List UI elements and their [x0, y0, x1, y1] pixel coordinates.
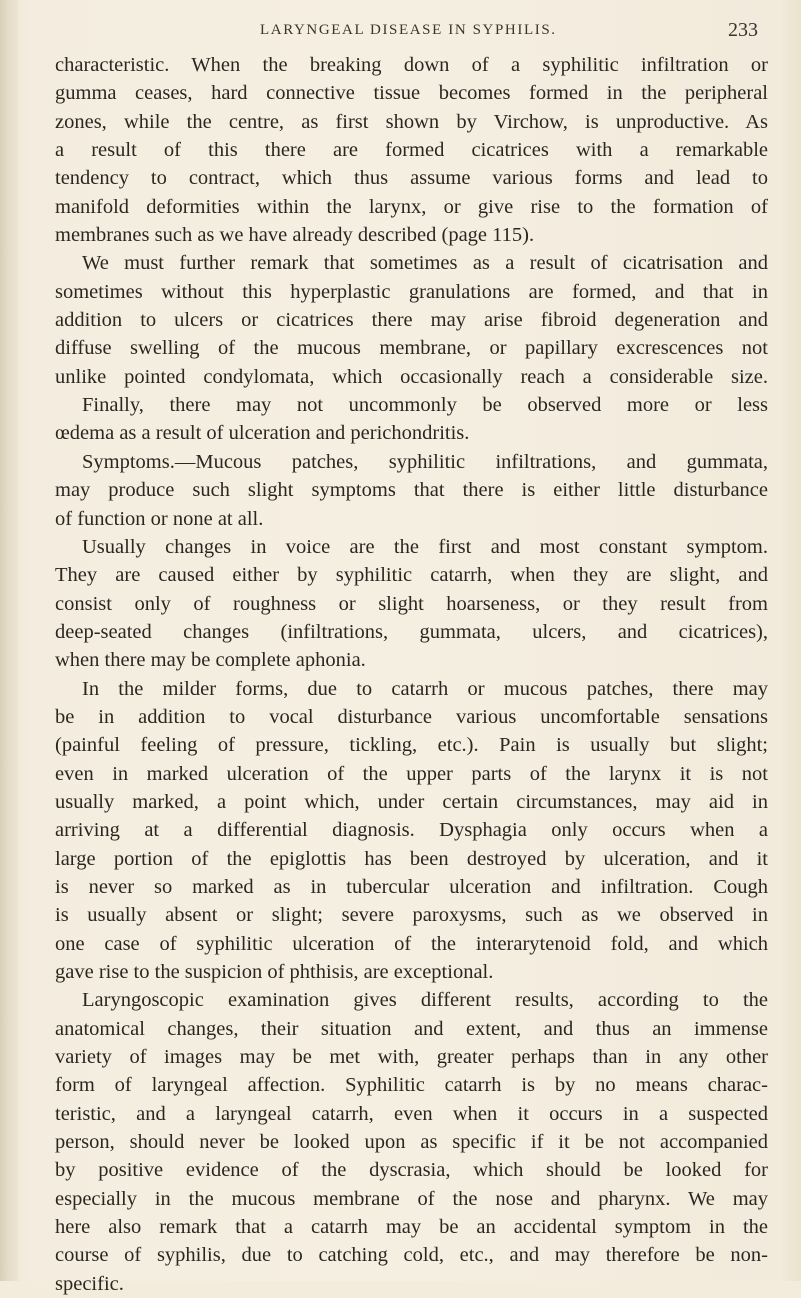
text-line: is never so marked as in tubercular ulceration and infiltration. Cough	[55, 875, 768, 898]
text-line: consist only of roughness or slight hoarseness, or they result from	[55, 592, 768, 615]
text-line: Usually changes in voice are the first and most constant symptom.	[82, 535, 768, 558]
text-line: is usually absent or slight; severe paroxysms, such as we observed in	[55, 904, 768, 927]
text-line: We must further remark that sometimes as a result of cicatrisation and	[82, 252, 768, 275]
text-line: when there may be complete aphonia.	[55, 649, 366, 672]
text-line: addition to ulcers or cicatrices there may arise fibroid degeneration and	[55, 309, 768, 332]
text-line: (painful feeling of pressure, tickling, etc.). Pain is usually but slight;	[55, 734, 768, 757]
text-line: They are caused either by syphilitic catarrh, when they are slight, and	[55, 564, 768, 587]
text-line: Symptoms.—Mucous patches, syphilitic infiltrations, and gummata,	[82, 450, 768, 473]
text-line: even in marked ulceration of the upper parts of the larynx it is not	[55, 762, 768, 785]
text-line: be in addition to vocal disturbance various uncomfortable sensations	[55, 705, 768, 728]
page-header	[60, 16, 760, 46]
text-line: may produce such slight symptoms that there is either little disturbance	[55, 479, 768, 502]
text-line: membranes such as we have already described (page 115).	[55, 224, 535, 247]
text-line: sometimes without this hyperplastic granulations are formed, and that in	[55, 280, 768, 303]
text-line: usually marked, a point which, under certain circumstances, may aid in	[55, 790, 768, 813]
text-line: diffuse swelling of the mucous membrane, or papillary excrescences not	[55, 337, 768, 360]
page-number: 233	[728, 19, 758, 41]
text-line: zones, while the centre, as first shown by Virchow, is unproductive. As	[55, 110, 768, 133]
running-head: LARYNGEAL DISEASE IN SYPHILIS.	[260, 22, 557, 38]
text-line: arriving at a differential diagnosis. Dysphagia only occurs when a	[55, 819, 768, 842]
text-line: anatomical changes, their situation and extent, and thus an immense	[55, 1017, 768, 1040]
page-gutter-shadow	[0, 0, 18, 1281]
text-line: especially in the mucous membrane of the nose and pharynx. We may	[55, 1187, 768, 1210]
text-line: Laryngoscopic examination gives different results, according to the	[82, 989, 768, 1012]
text-line: here also remark that a catarrh may be an accidental symptom in the	[55, 1216, 768, 1239]
text-line: large portion of the epiglottis has been destroyed by ulceration, and it	[55, 847, 768, 870]
text-line: characteristic. When the breaking down of a syphilitic infiltration or	[55, 54, 768, 76]
text-line: a result of this there are formed cicatrices with a remarkable	[55, 139, 768, 162]
text-line: gave rise to the suspicion of phthisis, are exceptional.	[55, 961, 494, 983]
body-text	[55, 51, 768, 1298]
text-line: form of laryngeal affection. Syphilitic catarrh is by no means charac-	[55, 1074, 768, 1097]
text-line: of function or none at all.	[55, 507, 264, 530]
text-line: deep-seated changes (infiltrations, gummata, ulcers, and cicatrices),	[55, 620, 768, 643]
text-line: person, should never be looked upon as specific if it be not accompanied	[55, 1131, 768, 1154]
text-line: course of syphilis, due to catching cold, etc., and may therefore be non-	[55, 1244, 768, 1267]
text-line: variety of images may be met with, greater perhaps than in any other	[55, 1046, 768, 1069]
text-line: gumma ceases, hard connective tissue becomes formed in the peripheral	[55, 82, 768, 105]
text-line: by positive evidence of the dyscrasia, which should be looked for	[55, 1159, 768, 1182]
text-line: specific.	[55, 1272, 124, 1295]
text-line: Finally, there may not uncommonly be observed more or less	[82, 394, 768, 417]
text-line: unlike pointed condylomata, which occasionally reach a considerable size.	[55, 365, 768, 388]
text-line: tendency to contract, which thus assume various forms and lead to	[55, 167, 768, 190]
text-line: œdema as a result of ulceration and perichondritis.	[55, 422, 470, 445]
text-line: In the milder forms, due to catarrh or mucous patches, there may	[82, 677, 768, 700]
text-line: manifold deformities within the larynx, or give rise to the formation of	[55, 195, 768, 218]
text-line: one case of syphilitic ulceration of the interarytenoid fold, and which	[55, 932, 768, 955]
text-line: teristic, and a laryngeal catarrh, even when it occurs in a suspected	[55, 1102, 768, 1125]
